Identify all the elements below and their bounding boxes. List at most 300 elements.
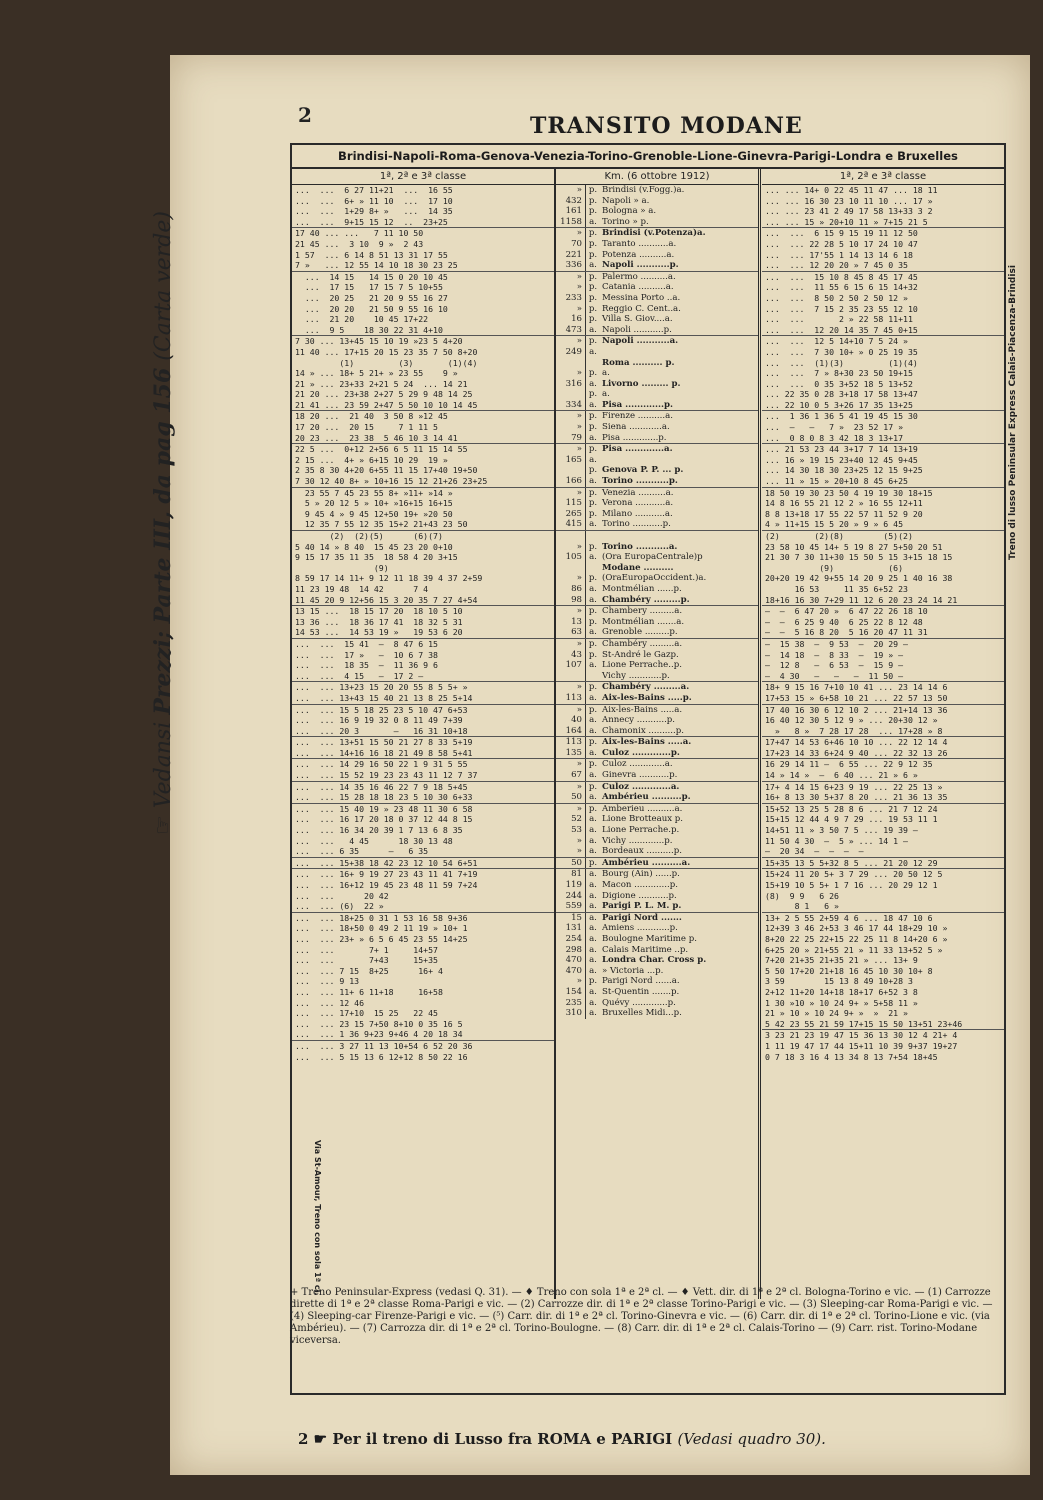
station-arr-dep: a.	[589, 770, 597, 781]
station-km	[556, 389, 586, 400]
station-km: 70	[556, 239, 586, 250]
station-arr-dep: p.	[588, 606, 598, 617]
right-time-row: (8) 9 9 6 26	[765, 890, 839, 901]
right-time-row: 7+20 21+35 21+35 21 » ... 13+ 9	[765, 955, 918, 966]
station-km: 119	[556, 880, 586, 891]
left-time-row: ... ... 14 29 16 50 22 1 9 31 5 55	[295, 759, 468, 770]
station-arr-dep: p.	[588, 282, 598, 293]
station-km: 166	[556, 476, 586, 487]
left-time-row: ... ... 14+16 16 18 21 49 8 58 5+41	[292, 748, 554, 760]
station-km: »	[556, 336, 586, 347]
station-row	[556, 455, 758, 466]
station-arr-dep: a.	[589, 944, 597, 955]
station-name: Pisa .............a.	[602, 444, 673, 455]
left-time-row: 11 40 ... 17+15 20 15 23 35 7 50 8+20	[295, 346, 478, 357]
left-time-row: ... ... 15 40 19 » 23 48 11 30 6 58	[295, 803, 473, 814]
station-km: 53	[556, 825, 586, 836]
left-time-row: ... ... 18+25 0 31 1 53 16 58 9+36	[295, 912, 468, 923]
station-arr-dep: a.	[589, 583, 597, 594]
right-time-row: (2) (2)(8) (5)(2)	[765, 531, 913, 541]
station-km	[556, 465, 586, 476]
right-time-row: ... ... 0 35 3+52 18 5 13+52	[765, 378, 913, 389]
station-row	[556, 573, 758, 584]
station-arr-dep	[586, 671, 600, 682]
right-time-row: 23 58 10 45 14+ 5 19 8 27 5+50 20 51	[765, 541, 943, 552]
station-row	[556, 498, 758, 509]
right-time-row: 17 40 16 30 6 12 10 2 ... 21+14 13 36	[765, 704, 948, 715]
station-name: Roma .......... p.	[602, 357, 675, 368]
station-km: 473	[556, 325, 586, 336]
station-row	[556, 726, 758, 738]
station-arr-dep: a.	[589, 747, 597, 758]
station-row	[556, 519, 758, 531]
left-time-row: ... ... 15 41 — 8 47 6 15	[295, 638, 438, 649]
left-time-row: ... ... 23 15 7+50 8+10 0 35 16 5	[295, 1018, 463, 1029]
left-time-row: ... ... 7+43 15+35	[295, 955, 438, 966]
right-time-row: 18+16 16 30 7+29 11 12 6 20 23 24 14 21	[762, 595, 1004, 607]
left-time-row: 1 57 ... 6 14 8 51 13 31 17 55	[295, 249, 448, 260]
right-time-row: ... ... (1)(3) (1)(4)	[765, 357, 918, 368]
right-time-row: 14 8 16 55 21 12 2 » 16 55 12+11	[765, 498, 923, 509]
right-time-row: 17+47 14 53 6+46 10 10 ... 22 12 14 4	[765, 737, 948, 748]
station-km: »	[556, 411, 586, 422]
station-name: Reggio C. Cent..a.	[602, 303, 681, 314]
left-time-row: ... 21 20 10 45 17+22	[295, 314, 429, 325]
station-row	[556, 325, 758, 337]
station-km: 15	[556, 913, 586, 924]
left-time-row: 23 55 7 45 23 55 8+ »11+ »14 »	[295, 487, 453, 498]
left-class-header: 1ª, 2ª e 3ª classe	[292, 169, 554, 185]
station-arr-dep: a.	[589, 660, 597, 671]
left-time-row: ... ... 20 3 — 16 31 10+18	[292, 726, 554, 738]
station-row	[556, 1008, 758, 1019]
station-arr-dep: p.	[588, 704, 598, 715]
station-row	[556, 913, 758, 924]
right-time-row: 16 53 11 35 6+52 23	[765, 583, 908, 594]
station-row	[556, 846, 758, 858]
right-time-row: 12+39 3 46 2+53 3 46 17 44 18+29 10 »	[765, 923, 948, 934]
left-time-row: ... 20 20 21 50 9 55 16 10	[295, 303, 448, 314]
station-row	[556, 476, 758, 488]
station-row	[556, 411, 758, 422]
right-time-row: 8+20 22 25 22+15 22 25 11 8 14+20 6 »	[765, 933, 948, 944]
station-arr-dep: p.	[588, 195, 598, 206]
station-km: 334	[556, 400, 586, 411]
station-row	[556, 901, 758, 913]
page-title: TRANSITO MODANE	[530, 113, 803, 139]
station-arr-dep: p.	[588, 444, 598, 455]
station-arr-dep: a.	[589, 814, 597, 825]
station-arr-dep: a.	[589, 835, 597, 846]
left-time-row: ... ... 15+38 18 42 23 12 10 54 6+51	[292, 858, 554, 870]
left-time-column	[292, 169, 556, 1299]
right-time-row: — 15 38 — 9 53 — 20 29 —	[765, 638, 908, 649]
right-time-row: ... 1 36 1 36 5 41 19 45 15 30	[765, 411, 918, 422]
right-time-row: 11 50 4 30 — 5 » ... 14 1 —	[765, 835, 908, 846]
station-row	[556, 836, 758, 847]
station-row	[556, 976, 758, 987]
right-time-row: 1 11 19 47 17 44 15+11 10 39 9+37 19+27	[765, 1040, 958, 1051]
station-name: Culoz .............a.	[602, 781, 680, 792]
station-name: Venezia ..........a.	[602, 487, 674, 498]
left-time-row: ... ... 23+ » 6 5 6 45 23 55 14+25	[295, 933, 468, 944]
left-time-row: 11 23 19 48 14 42 7 4	[295, 583, 429, 594]
station-row	[556, 759, 758, 770]
station-km: 310	[556, 1008, 586, 1019]
station-row	[556, 465, 758, 476]
station-arr-dep: p.	[588, 857, 598, 868]
left-time-row: ... ... 14 35 16 46 22 7 9 18 5+45	[295, 781, 468, 792]
station-row	[556, 379, 758, 390]
station-arr-dep: p.	[588, 336, 598, 347]
station-name: Vichy .............p.	[602, 835, 673, 846]
station-km: »	[556, 846, 586, 857]
right-time-row: 14+51 11 » 3 50 7 5 ... 19 39 —	[765, 825, 918, 836]
left-time-row: 21 45 ... 3 10 9 » 2 43	[295, 238, 424, 249]
right-time-row: ... ... 17'55 1 14 13 14 6 18	[765, 249, 913, 260]
right-time-row: 1 30 »10 » 10 24 9+ » 5+58 11 »	[765, 997, 918, 1008]
left-time-row: ... ... 7+ 1 14+57	[295, 944, 438, 955]
right-time-row: ... ... 16 30 23 10 11 10 ... 17 »	[765, 195, 933, 206]
station-km: 105	[556, 552, 586, 563]
station-name: Aix-les-Bains .....a.	[602, 737, 692, 748]
right-time-row: 17+53 15 » 6+58 10 21 ... 22 57 13 50	[762, 693, 1004, 705]
station-name: (OraEuropaOccident.)a.	[602, 573, 707, 584]
station-name: Villa S. Giov....a.	[602, 314, 673, 325]
right-time-row: ... ... 2 » 22 58 11+11	[765, 314, 913, 325]
right-time-row: ... ... 11 55 6 15 6 15 14+32	[765, 282, 918, 293]
right-time-row: 3 59 15 13 8 49 10+28 3	[765, 976, 913, 987]
station-km	[556, 358, 586, 369]
station-arr-dep: a.	[589, 260, 597, 271]
station-row	[556, 542, 758, 553]
left-time-row: 2 15 ... 4+ » 6+15 10 29 19 »	[295, 454, 448, 465]
left-time-row: 7 » ... 12 55 14 10 18 30 23 25	[292, 260, 554, 272]
left-time-row: ... ... 18 35 — 11 36 9 6	[295, 660, 438, 671]
station-name: Verona ...........a.	[602, 498, 674, 509]
station-name: Napoli ...........p.	[602, 260, 679, 271]
right-time-row: ... ... 7 » 8+30 23 50 19+15	[765, 368, 913, 379]
station-km: »	[556, 444, 586, 455]
right-time-row: — — 6 25 9 40 6 25 22 8 12 48	[765, 616, 923, 627]
left-time-row: 13 36 ... 18 36 17 41 18 32 5 31	[295, 616, 463, 627]
station-name	[600, 347, 758, 358]
station-arr-dep: a.	[589, 692, 597, 703]
station-row	[556, 660, 758, 671]
station-row	[556, 814, 758, 825]
right-time-row: ... ... 23 41 2 49 17 58 13+33 3 2	[765, 206, 933, 217]
right-time-row: — 4 30 — — — 11 50 —	[762, 671, 1004, 683]
station-row	[556, 239, 758, 250]
station-arr-dep: a.	[589, 880, 597, 890]
station-row	[556, 858, 758, 870]
station-km: »	[556, 422, 586, 433]
right-time-row: 15+52 13 25 5 28 8 6 ... 21 7 12 24	[765, 803, 938, 814]
station-name: Aix-les-Bains .....a.	[602, 704, 683, 715]
station-row	[556, 955, 758, 966]
station-row	[556, 627, 758, 639]
station-arr-dep: a.	[589, 725, 597, 736]
left-time-row: ... ... 6 27 11+21 ... 16 55	[295, 185, 453, 195]
station-row	[556, 358, 758, 369]
station-arr-dep: p.	[588, 541, 598, 552]
station-arr-dep: p.	[588, 292, 598, 303]
right-time-row: — 20 34 — — — —	[762, 846, 1004, 858]
left-time-row: 2 35 8 30 4+20 6+55 11 15 17+40 19+50	[295, 465, 478, 476]
station-row	[556, 336, 758, 347]
left-time-row: ... ... 12 46	[295, 997, 365, 1008]
station-name: Parigi Nord ......a.	[602, 976, 680, 987]
left-time-row: 11 45 20 9 12+56 15 3 20 35 7 27 4+54	[292, 595, 554, 607]
right-time-row: 16 29 14 11 — 6 55 ... 22 9 12 35	[765, 759, 933, 770]
station-row	[556, 869, 758, 880]
station-km: 86	[556, 584, 586, 595]
left-time-row: ... ... 13+23 15 20 20 55 8 5 5+ »	[295, 682, 468, 693]
station-row	[556, 552, 758, 563]
station-name: Digione ...........p.	[602, 890, 677, 901]
right-time-row: ... 14 30 18 30 23+25 12 15 9+25	[765, 465, 923, 476]
left-time-row: 17 40 ... ... 7 11 10 50	[295, 228, 424, 239]
station-row	[556, 682, 758, 693]
station-name: Palermo ..........a.	[602, 271, 676, 282]
right-time-row: ... 22 10 0 5 3+26 17 35 13+25	[762, 400, 1004, 412]
station-name: Montmélian .......a.	[602, 616, 685, 627]
station-name: Ginevra ...........p.	[602, 770, 678, 781]
station-row	[556, 260, 758, 272]
route-header: Brindisi-Napoli-Roma-Genova-Venezia-Torino-Grenoble-Lione-Ginevra-Parigi-Londra e Bruxelles	[292, 145, 1004, 169]
station-name	[600, 531, 758, 542]
station-row	[556, 400, 758, 412]
station-arr-dep: a.	[589, 933, 597, 944]
left-time-row: 21 » ... 23+33 2+21 5 24 ... 14 21	[295, 378, 468, 389]
left-time-row: ... ... 18+50 0 49 2 11 19 » 10+ 1	[295, 923, 468, 934]
station-km: 50	[556, 858, 586, 869]
station-name: Napoli ...........p.	[602, 324, 672, 335]
station-km	[556, 531, 586, 542]
left-time-row: ... ... 15 28 18 18 23 5 10 30 6+33	[292, 792, 554, 804]
station-name: (Ora EuropaCentrale)p	[602, 552, 703, 563]
station-name: Torino ...........p.	[602, 519, 671, 530]
station-arr-dep: p.	[588, 368, 598, 379]
right-time-row: ... — — 7 » 23 52 17 »	[765, 422, 904, 433]
station-km: »	[556, 573, 586, 584]
right-time-row: 15+24 11 20 5+ 3 7 29 ... 20 50 12 5	[765, 869, 943, 880]
right-time-row: 18+ 9 15 16 7+10 10 41 ... 23 14 14 6	[765, 682, 948, 693]
station-row	[556, 509, 758, 520]
side-price-note: ☞ Vedansi Prezzi; Parte III, da pag 156 (Carta verde)	[150, 211, 176, 835]
station-km: 135	[556, 748, 586, 759]
left-time-row: ... ... 13+43 15 40 21 13 8 25 5+14	[292, 693, 554, 705]
station-name: Amberieu ..........a.	[602, 803, 683, 814]
left-time-row: ... ... 6 35 — 6 35	[292, 846, 554, 858]
station-arr-dep: p.	[588, 616, 598, 627]
left-time-row: (9)	[295, 562, 389, 573]
station-name: Aix-les-Bains .....p.	[602, 692, 692, 703]
station-km: »	[556, 185, 586, 196]
station-name: Milano ...........a.	[602, 508, 673, 519]
station-name: Lione Perrache..p.	[602, 660, 682, 671]
left-time-row: ... ... (6) 22 »	[292, 901, 554, 913]
station-name: » Victoria ...p.	[602, 965, 664, 976]
station-row	[556, 185, 758, 196]
station-km: »	[556, 759, 586, 770]
right-time-row: ... ... 15 10 8 45 8 45 17 45	[765, 271, 918, 282]
station-arr-dep: p.	[588, 303, 598, 314]
station-km: 98	[556, 595, 586, 606]
station-arr-dep: p.	[588, 271, 598, 282]
footnotes: + Treno Peninsular-Express (vedasi Q. 31). — ♦ Treno con sola 1ª e 2ª cl. — ♦ Vett. dir. di 1ª e 2ª cl. Bologna-Torino e vic. — (1) Carrozze dirette di 1ª e 2ª classe Roma-Parigi e vic. — (2) Carrozze dir. di 1ª e 2ª classe Torino-Parigi e vic. — (3) Sleeping-car Roma-Parigi e vic. — (4) Sleeping-car Firenze-Parigi e vic. — (⁵) Carr. dir. di 1ª e 2ª cl. Torino-Ginevra e vic. — (6) Carr. dir. di 1ª e 2ª cl. Torino-Lione e vic. (via Ambérieu). — (7) Carrozza dir. di 1ª e 2ª cl. Torino-Boulogne. — (8) Carr. dir. di 1ª e 2ª cl. Calais-Torino — (9) Carr. rist. Torino-Modane viceversa.	[290, 1287, 993, 1346]
left-time-row: ... 14 15 14 15 0 20 10 45	[295, 271, 448, 282]
right-time-row: ... 21 53 23 44 3+17 7 14 13+19	[765, 444, 918, 455]
station-arr-dep: p.	[588, 803, 598, 814]
station-arr-dep: p.	[588, 389, 598, 400]
station-name: St-André le Gazp.	[602, 649, 679, 660]
station-row	[556, 584, 758, 595]
station-arr-dep: a.	[589, 846, 597, 857]
station-arr-dep: a.	[589, 627, 597, 638]
station-arr-dep: a.	[589, 901, 597, 912]
station-km: 254	[556, 934, 586, 945]
station-km	[556, 671, 586, 682]
left-time-row: ... ... 9 13	[295, 976, 360, 987]
right-time-row: 5 50 17+20 21+18 16 45 10 30 10+ 8	[765, 965, 933, 976]
station-km: 470	[556, 955, 586, 966]
bottom-note: 2 ☛ Per il treno di Lusso fra ROMA e PARIGI (Vedasi quadro 30).	[298, 1430, 826, 1448]
right-time-row: 15+15 12 44 4 9 7 29 ... 19 53 11 1	[765, 814, 938, 825]
station-km: 13	[556, 617, 586, 628]
station-name: Torino ...........a.	[602, 541, 678, 552]
station-name: Modane ..........	[602, 562, 674, 573]
station-name: Boulogne Maritime p.	[602, 933, 697, 944]
station-arr-dep: p.	[588, 759, 598, 770]
station-row	[556, 422, 758, 433]
left-time-row: ... ... 4 15 — 17 2 —	[292, 671, 554, 683]
left-time-row: 20 23 ... 23 38 5 46 10 3 14 41	[292, 433, 554, 445]
station-name: Quévy .............p.	[602, 997, 676, 1008]
left-time-row: 14 53 ... 14 53 19 » 19 53 6 20	[292, 627, 554, 639]
right-time-row: — 14 18 — 8 33 — 19 » —	[765, 649, 904, 660]
station-km: »	[556, 488, 586, 499]
station-arr-dep: a.	[589, 986, 597, 997]
right-time-row: ... 16 » 19 15 23+40 12 45 9+45	[765, 454, 918, 465]
left-time-row: ... 20 25 21 20 9 55 16 27	[295, 292, 448, 303]
right-time-row: 8 1 6 »	[762, 901, 1004, 913]
station-km: »	[556, 782, 586, 793]
left-time-row: ... ... 15 5 18 25 23 5 10 47 6+53	[295, 704, 468, 715]
right-time-row: ... 0 8 0 8 3 42 18 3 13+17	[762, 433, 1004, 445]
station-arr-dep: a.	[589, 890, 597, 901]
timetable-frame	[290, 143, 1006, 1395]
station-row	[556, 987, 758, 998]
station-arr-dep: p.	[588, 228, 598, 239]
station-name: Bologna » a.	[602, 206, 657, 217]
station-row	[556, 737, 758, 748]
right-time-row: ... ... 8 50 2 50 2 50 12 »	[765, 292, 908, 303]
station-row	[556, 228, 758, 239]
station-arr-dep: p.	[588, 638, 598, 649]
right-class-header: 1ª, 2ª e 3ª classe	[762, 169, 1004, 185]
right-time-row: 15+19 10 5 5+ 1 7 16 ... 20 29 12 1	[765, 880, 938, 890]
station-arr-dep: p.	[588, 573, 598, 584]
station-km: 154	[556, 987, 586, 998]
right-time-row: ... ... 12 20 14 35 7 45 0+15	[762, 325, 1004, 337]
timetable-grid	[292, 169, 1004, 1299]
station-row	[556, 433, 758, 445]
station-arr-dep: p.	[588, 314, 598, 325]
station-row	[556, 748, 758, 760]
station-km: »	[556, 368, 586, 379]
station-name: Chambéry .........p.	[602, 594, 690, 605]
left-time-row: ... ... 16+12 19 45 23 48 11 59 7+24	[295, 880, 478, 890]
left-time-row: ... ... 16 9 19 32 0 8 11 49 7+39	[295, 715, 463, 726]
station-km: »	[556, 542, 586, 553]
left-time-row: 14 » ... 18+ 5 21+ » 23 55 9 »	[295, 368, 458, 379]
station-name: Montmélian ......p.	[602, 583, 682, 594]
left-time-row: 22 5 ... 0+12 2+56 6 5 11 15 14 55	[295, 444, 468, 455]
station-km: 165	[556, 455, 586, 466]
station-arr-dep: a.	[589, 825, 597, 836]
station-name: Chamonix ..........p.	[602, 725, 684, 736]
station-arr-dep: a.	[589, 955, 597, 966]
left-time-row: ... 9 5 18 30 22 31 4+10	[292, 325, 554, 337]
timetable-page	[150, 55, 1030, 1475]
station-name: a.	[602, 368, 610, 379]
right-time-row: — — 5 16 8 20 5 16 20 47 11 31	[762, 627, 1004, 639]
station-name: Chambery .........a.	[602, 606, 683, 617]
station-name: Lione Brotteaux p.	[602, 814, 684, 825]
station-arr-dep: p.	[588, 249, 598, 260]
station-row	[556, 825, 758, 836]
station-row	[556, 998, 758, 1009]
station-name: Parigi P. L. M. p.	[602, 901, 682, 912]
station-row	[556, 693, 758, 705]
station-name: Napoli ...........a.	[602, 336, 679, 347]
station-km: »	[556, 304, 586, 315]
station-km: 43	[556, 650, 586, 661]
pointing-hand-icon: ☛	[313, 1430, 328, 1448]
station-km: 415	[556, 519, 586, 530]
station-row	[556, 196, 758, 207]
station-name: Torino ...........p.	[602, 476, 678, 487]
left-time-row: ... ... 15 52 19 23 23 43 11 12 7 37	[292, 770, 554, 782]
station-row	[556, 705, 758, 716]
station-column	[556, 169, 761, 1299]
left-time-row: (2) (2)(5) (6)(7)	[295, 531, 443, 541]
station-name: Torino » p.	[602, 216, 649, 227]
station-km: »	[556, 705, 586, 716]
right-time-row: 20+20 19 42 9+55 14 20 9 25 1 40 16 38	[765, 573, 953, 584]
station-km: 559	[556, 901, 586, 912]
right-time-row: 18 50 19 30 23 50 4 19 19 30 18+15	[765, 487, 933, 498]
pointing-hand-icon: ☞	[151, 815, 176, 835]
station-arr-dep	[586, 358, 600, 369]
right-time-row: ... ... 15 » 20+10 11 » 7+15 21 5	[762, 217, 1004, 229]
station-km: 336	[556, 260, 586, 271]
station-km: 67	[556, 770, 586, 781]
station-km: 164	[556, 726, 586, 737]
station-km: 40	[556, 715, 586, 726]
station-name: Pisa .............p.	[602, 432, 667, 443]
station-row	[556, 617, 758, 628]
left-time-row: ... ... 16 34 20 39 1 7 13 6 8 35	[295, 825, 463, 836]
station-arr-dep: a.	[589, 432, 597, 443]
station-name: Catania ..........a.	[602, 282, 674, 293]
station-km: »	[556, 272, 586, 283]
right-time-row: ... ... 6 15 9 15 19 11 12 50	[765, 228, 918, 239]
right-time-row: 3 23 21 23 19 47 15 36 13 30 12 4 21+ 4	[765, 1030, 958, 1041]
left-time-row: 21 20 ... 23+38 2+27 5 29 9 48 14 25	[295, 389, 473, 400]
station-row	[556, 531, 758, 542]
